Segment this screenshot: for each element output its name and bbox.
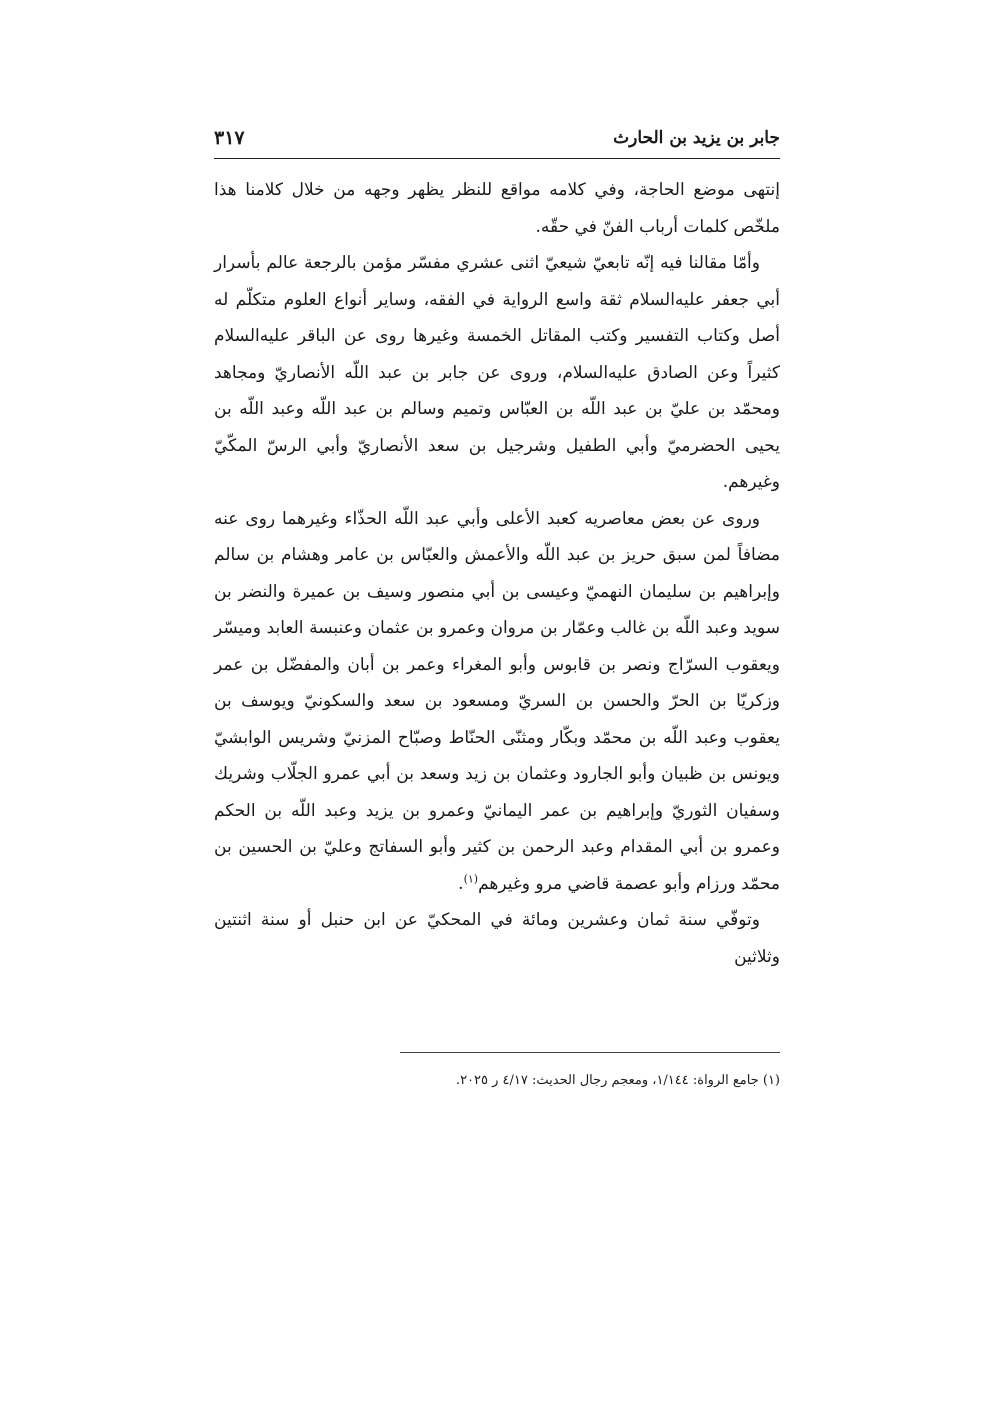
footnote: (١) جامع الرواة: ١/١٤٤، ومعجم رجال الحديث: ٤/١٧ ر ٢٠٢٥. [455,1073,780,1088]
footnote-reference[interactable]: (١) [463,871,479,885]
page-number: ٣١٧ [214,127,245,149]
paragraph-3-end: . [458,873,464,894]
paragraph-4-text: وتوفّي سنة ثمان وعشرين ومائة في المحكيّ عن ابن حنبل أو سنة اثنتين وثلاثين [214,910,780,967]
paragraph-4 [214,902,780,975]
paragraph-2 [214,245,780,501]
page-header [214,118,780,159]
footnote-divider [400,1052,780,1053]
paragraph-2-text: وأمّا مقالنا فيه إنّه تابعيّ شيعيّ اثنى عشري مفسّر مؤمن بالرجعة عالم بأسرار أبي جعفر عليه‌السلام ثقة واسع الرواية في الفقه، وساير أنواع العلوم متكلّم له أصل وكتاب التفسير وكتب المقاتل الخمسة وغيرها روى عن الباقر عليه‌السلام كثيراً وعن الصادق عليه‌السلام، وروى عن جابر بن عبد اللّه الأنصاريّ ومجاهد ومحمّد بن عليّ بن عبد اللّه بن العبّاس وتميم وسالم بن عبد اللّه وعبد اللّه بن يحيى الحضرميّ وأبي الطفيل وشرجيل بن سعد الأنصاريّ وأبي الرسّ المكّيّ وغيرهم. [214,253,780,492]
paragraph-1 [214,172,780,245]
paragraph-1-text: إنتهى موضع الحاجة، وفي كلامه مواقع للنظر يظهر وجهه من خلال كلامنا هذا ملخّص كلمات أرباب الفنّ في حقّه. [214,180,780,237]
paragraph-3-text: وروى عن بعض معاصريه كعبد الأعلى وأبي عبد اللّه الحذّاء وغيرهما روى عنه مضافاً لمن سبق حريز بن عبد اللّه والأعمش والعبّاس بن عامر وهشام بن سالم وإبراهيم بن سليمان النهميّ وعيسى بن أبي منصور وسيف بن عميرة والنضر بن سويد وعبد اللّه بن غالب وعمّار بن مروان وعمرو بن عثمان وعنبسة العابد وميسّر ويعقوب السرّاج ونصر بن قابوس وأبو المغراء وعمر بن أبان والمفضّل بن عمر وزكريّا بن الحرّ والحسن بن السريّ ومسعود بن سعد والسكونيّ ويوسف بن يعقوب وعبد اللّه بن محمّد وبكّار ومثنّى الحنّاط وصبّاح المزنيّ وشريس الوابشيّ ويونس بن ظبيان وأبو الجارود وعثمان بن زيد وسعد بن أبي عمرو الجلّاب وشريك وسفيان الثوريّ وإبراهيم بن عمر اليمانيّ وعمرو بن يزيد وعبد اللّه بن الحكم وعمرو بن أبي المقدام وعبد الرحمن بن كثير وأبو السفاتج وعليّ بن الحسين بن محمّد ورزام وأبو عصمة قاضي مرو وغيرهم [214,508,780,894]
paragraph-3 [214,501,780,903]
running-title: جابر بن يزيد بن الحارث [613,128,780,148]
body-text [214,172,780,975]
